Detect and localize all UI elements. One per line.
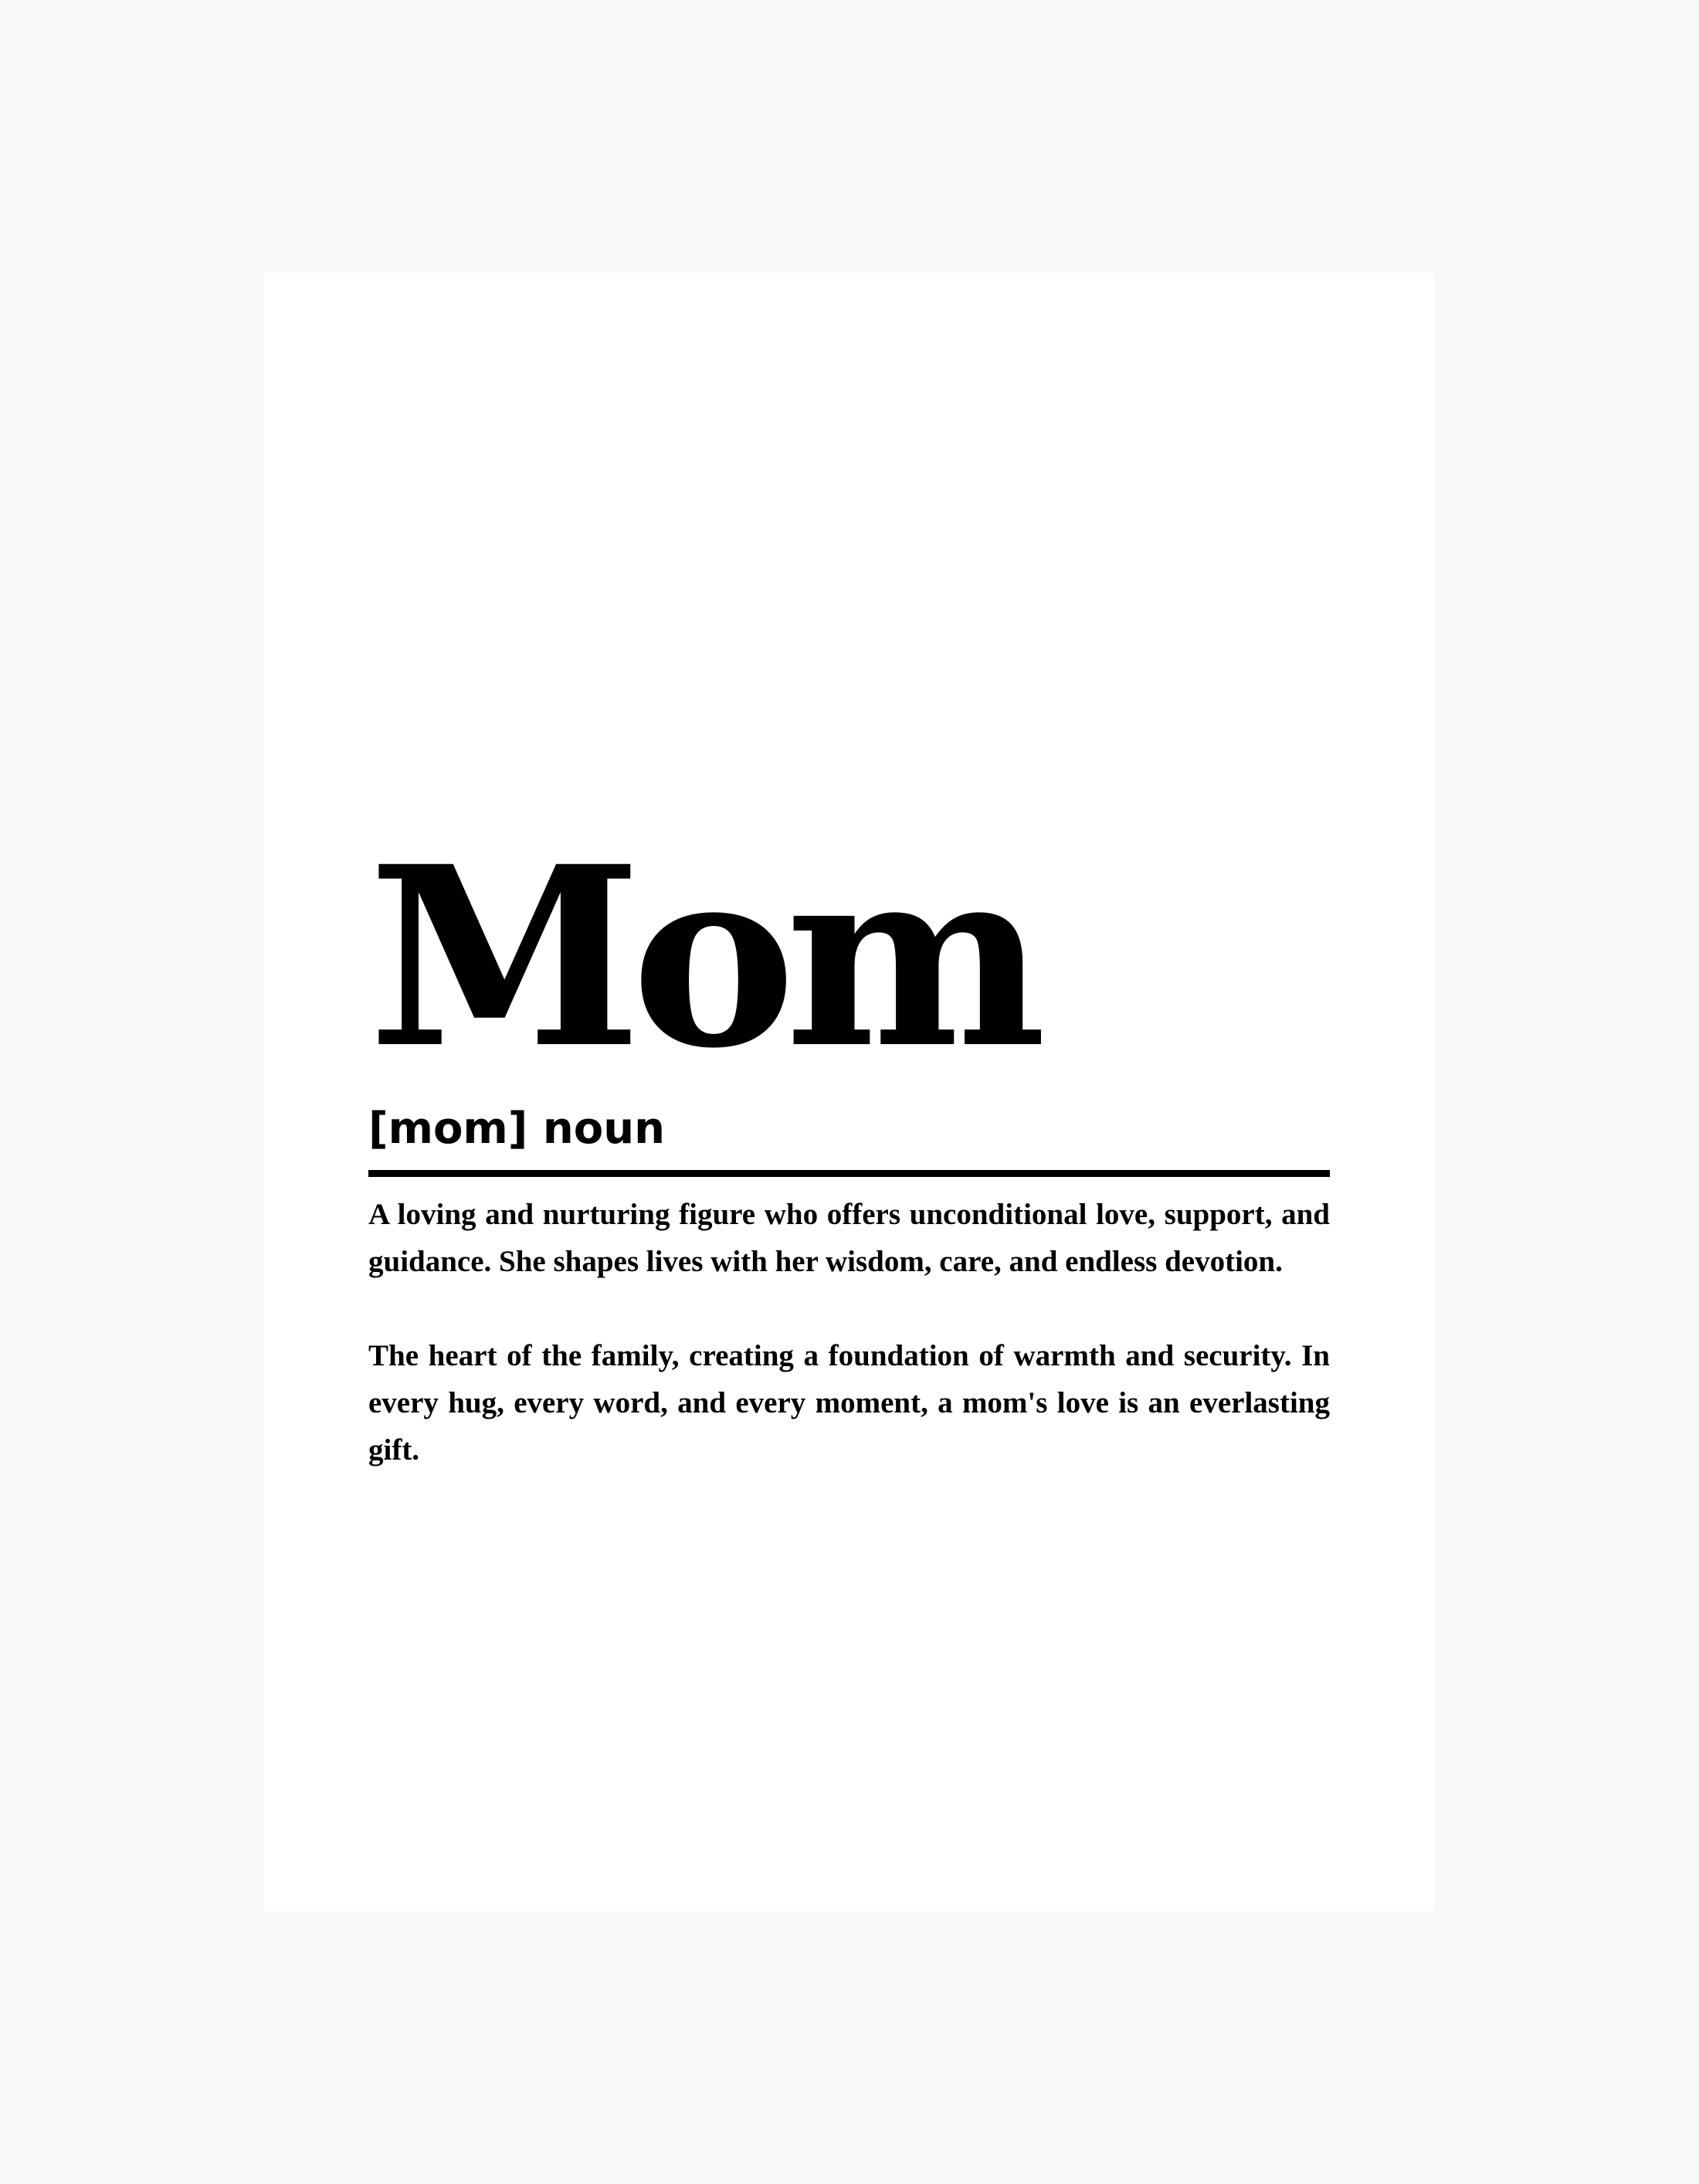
pronunciation-label: [mom] noun	[368, 1104, 665, 1154]
definition-paragraph-1: A loving and nurturing figure who offers unconditional love, support, and guidance. She shapes lives with her wisdom, care, and endless devotion.	[368, 1197, 1330, 1278]
definition-block	[368, 813, 1330, 1474]
headword: Mom	[368, 813, 1036, 1103]
divider-rule	[368, 1170, 1330, 1177]
poster-sheet	[264, 273, 1435, 1911]
definition-paragraph-2: The heart of the family, creating a foundation of warmth and security. In every hug, every word, and every moment, a mom's love is an everlasting gift.	[368, 1338, 1330, 1467]
